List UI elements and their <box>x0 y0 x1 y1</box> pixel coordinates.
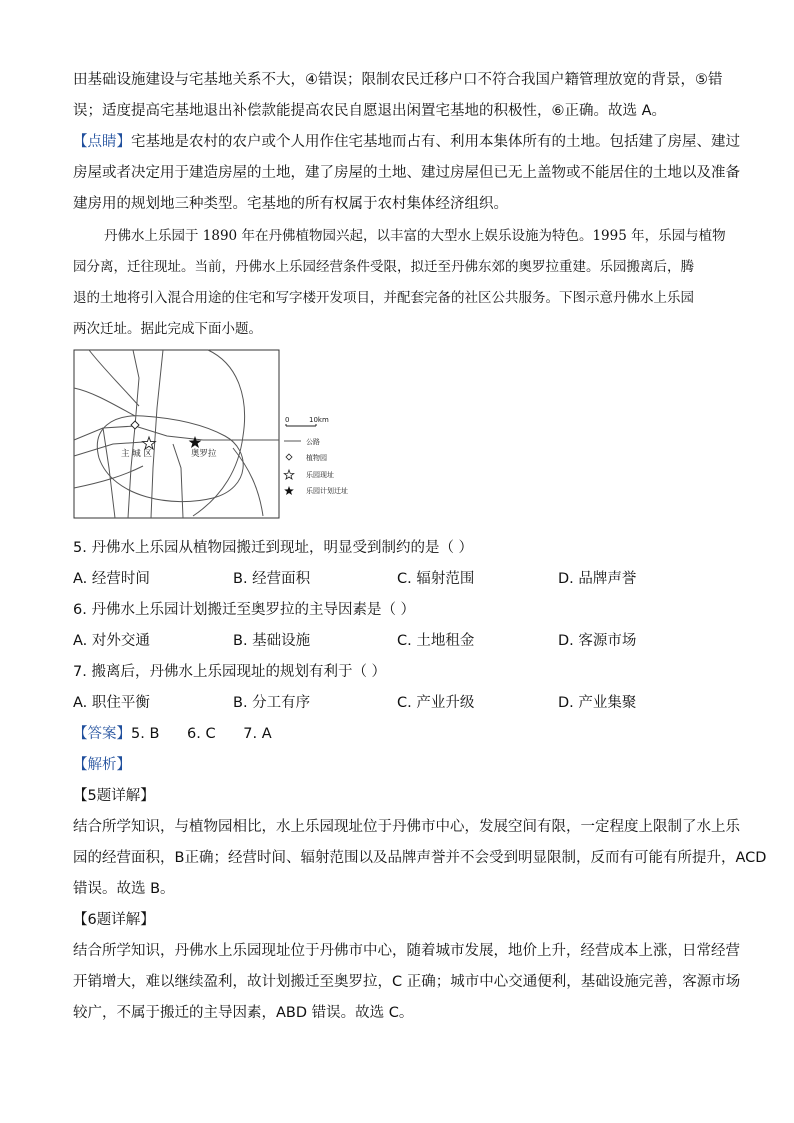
denver-map-figure <box>73 348 373 520</box>
legend-botanic-label: 植物园 <box>306 454 327 462</box>
scale-km: 10km <box>309 416 329 424</box>
q5-option-d: D. 品牌声誉 <box>558 571 637 587</box>
q5-option-c: C. 辐射范围 <box>397 571 475 587</box>
answer-line <box>73 722 272 743</box>
detail-5-line-3: 错误。故选 B。 <box>73 881 175 897</box>
detail-5-line-2: 园的经营面积，B正确；经营时间、辐射范围以及品牌声誉并不会受到明显限制，反而有可能有所提升，ACD <box>73 850 767 866</box>
q7-option-c: C. 产业升级 <box>397 695 475 711</box>
paragraph-top-line-2: 误；适度提高宅基地退出补偿款能提高农民自愿退出闲置宅基地的积极性，⑥正确。故选 A。 <box>73 103 667 119</box>
answer-label: 【答案】 <box>73 726 131 742</box>
road-network <box>74 350 279 518</box>
label-main-city: 主 城 区 <box>121 449 152 459</box>
tip-label: 【点睛】 <box>73 134 131 150</box>
q6-option-d: D. 客源市场 <box>558 633 637 649</box>
q6-option-a: A. 对外交通 <box>73 633 150 649</box>
question-7-stem: 7. 搬离后，丹佛水上乐园现址的规划有利于（ ） <box>73 664 387 680</box>
q6-option-c: C. 土地租金 <box>397 633 475 649</box>
map-frame <box>74 350 279 518</box>
botanic-garden-marker <box>131 421 139 429</box>
legend-planned-symbol <box>284 486 294 495</box>
tip-line-3: 建房用的规划地三种类型。宅基地的所有权属于农村集体经济组织。 <box>73 196 508 212</box>
question-5-stem: 5. 丹佛水上乐园从植物园搬迁到现址，明显受到制约的是（ ） <box>73 540 474 556</box>
detail-6-line-3: 较广，不属于搬迁的主导因素，ABD 错误。故选 C。 <box>73 1005 414 1021</box>
legend-botanic-symbol <box>286 454 292 460</box>
paragraph-top-line-1: 田基础设施建设与宅基地关系不大，④错误；限制农民迁移户口不符合我国户籍管理放宽的背景，⑤错 <box>73 72 723 88</box>
label-aurora: 奥罗拉 <box>191 449 217 459</box>
legend-planned-label: 乐园计划迁址 <box>306 487 348 495</box>
detail-5-title: 【5题详解】 <box>73 788 155 804</box>
tip-line-2: 房屋或者决定用于建造房屋的土地，建了房屋的土地、建过房屋但已无上盖物或不能居住的土地以及准备 <box>73 165 740 181</box>
map-legend <box>284 416 348 495</box>
q7-option-a: A. 职住平衡 <box>73 695 150 711</box>
material-line-2: 园分离，迁往现址。当前，丹佛水上乐园经营条件受限，拟迁至丹佛东郊的奥罗拉重建。乐园搬离后，腾 <box>73 259 694 275</box>
analysis-label: 【解析】 <box>73 757 131 773</box>
q6-option-b: B. 基础设施 <box>233 633 311 649</box>
material-line-4: 两次迁址。据此完成下面小题。 <box>73 321 262 337</box>
material-line-3: 退的土地将引入混合用途的住宅和写字楼开发项目，并配套完备的社区公共服务。下图示意丹佛水上乐园 <box>73 290 694 306</box>
q7-option-b: B. 分工有序 <box>233 695 311 711</box>
detail-5-line-1: 结合所学知识，与植物园相比，水上乐园现址位于丹佛市中心，发展空间有限，一定程度上限制了水上乐 <box>73 819 740 835</box>
tip-line-1 <box>73 130 740 151</box>
legend-road-label: 公路 <box>306 438 320 446</box>
q5-option-b: B. 经营面积 <box>233 571 311 587</box>
tip-text-1: 宅基地是农村的农户或个人用作住宅基地而占有、利用本集体所有的土地。包括建了房屋、建过 <box>131 134 740 150</box>
q5-option-a: A. 经营时间 <box>73 571 150 587</box>
detail-6-line-2: 开销增大，难以继续盈利，故计划搬迁至奥罗拉，C 正确；城市中心交通便利，基础设施完善，客源市场 <box>73 974 741 990</box>
legend-current-label: 乐园现址 <box>306 471 334 479</box>
scale-zero: 0 <box>285 416 290 424</box>
planned-site-marker <box>189 436 202 448</box>
material-line-1: 丹佛水上乐园于 1890 年在丹佛植物园兴起，以丰富的大型水上娱乐设施为特色。1995 年，乐园与植物 <box>104 228 726 244</box>
question-6-stem: 6. 丹佛水上乐园计划搬迁至奥罗拉的主导因素是（ ） <box>73 602 416 618</box>
detail-6-line-1: 结合所学知识，丹佛水上乐园现址位于丹佛市中心，随着城市发展，地价上升，经营成本上涨，日常经营 <box>73 943 740 959</box>
current-site-marker <box>143 437 156 449</box>
q7-option-d: D. 产业集聚 <box>558 695 637 711</box>
answer-text: 5. B 6. C 7. A <box>131 726 272 742</box>
detail-6-title: 【6题详解】 <box>73 912 155 928</box>
legend-current-symbol <box>284 470 294 479</box>
